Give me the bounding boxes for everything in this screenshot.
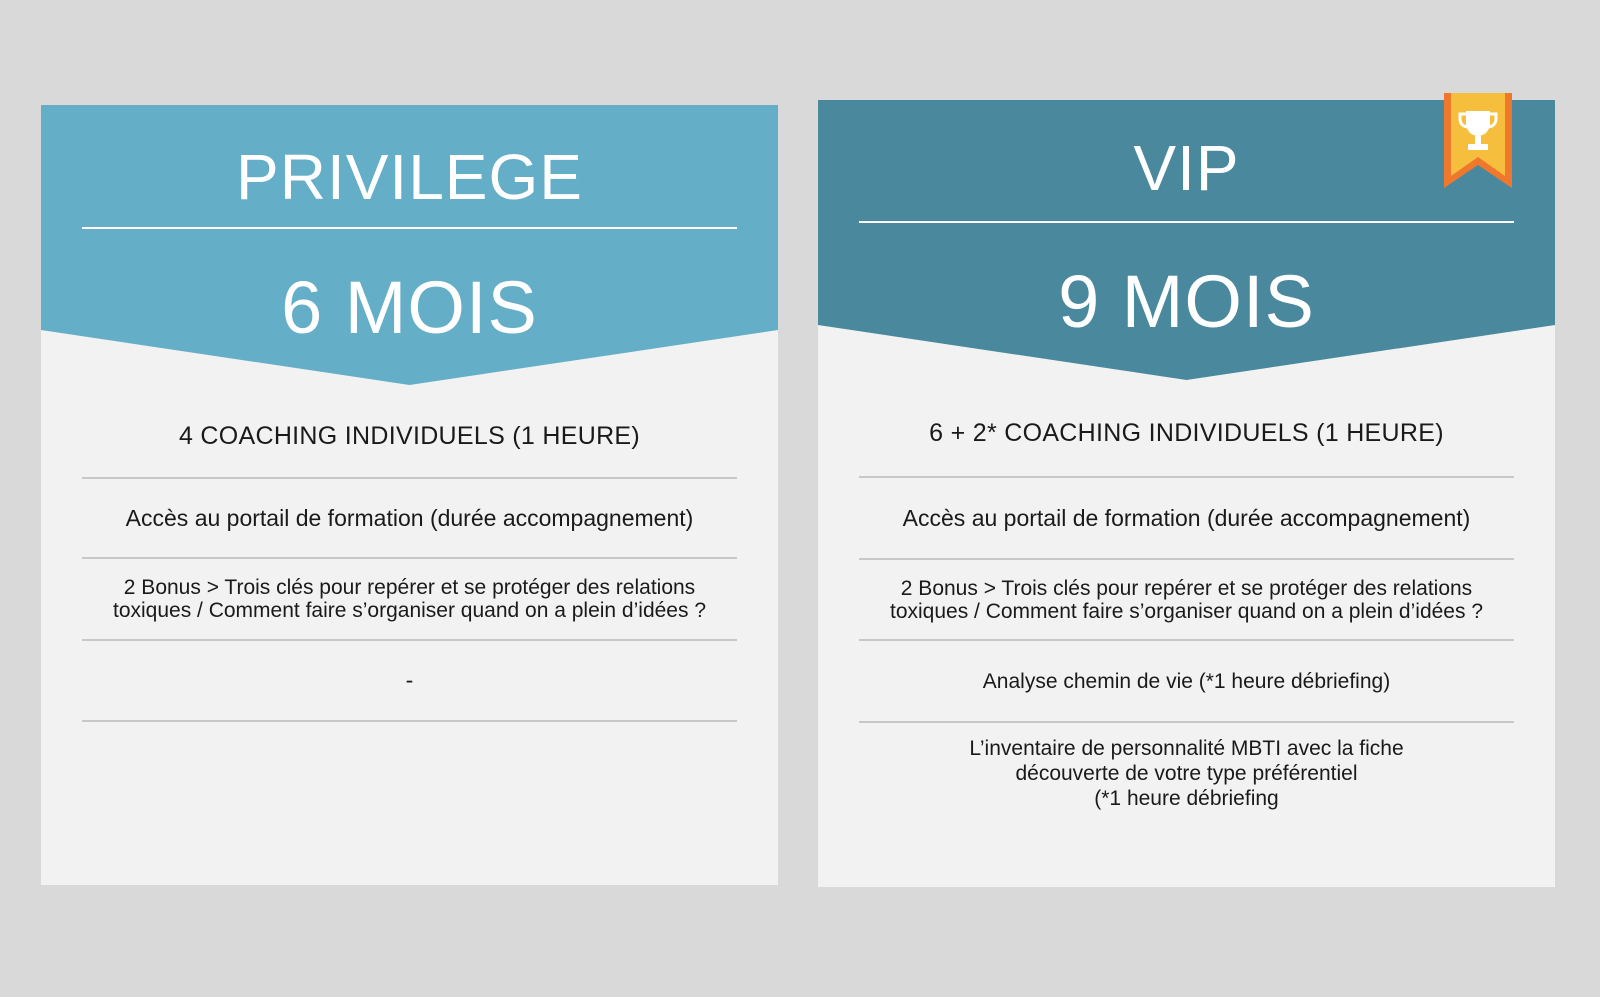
plan-name: PRIVILEGE [236, 141, 583, 213]
feature-item [859, 723, 1514, 823]
feature-text: 6 + 2* COACHING INDIVIDUELS (1 HEURE) [929, 418, 1444, 447]
trophy-icon [1444, 93, 1512, 188]
header-divider [82, 227, 737, 229]
feature-text: 2 Bonus > Trois clés pour repérer et se protéger des relations toxiques / Comment faire s’organiser quand on a plein d’idées ? [112, 576, 706, 622]
plan-duration: 6 MOIS [281, 266, 538, 349]
feature-item [859, 641, 1514, 723]
feature-text: Accès au portail de formation (durée accompagnement) [902, 504, 1471, 531]
feature-item [859, 390, 1514, 478]
feature-text: Analyse chemin de vie (*1 heure débriefing) [982, 669, 1391, 693]
feature-text: Accès au portail de formation (durée accompagnement) [125, 504, 694, 531]
feature-text: 4 COACHING INDIVIDUELS (1 HEURE) [178, 421, 641, 450]
plan-header-privilege [41, 105, 778, 385]
feature-text: 2 Bonus > Trois clés pour repérer et se protéger des relations toxiques / Comment faire s’organiser quand on a plein d’idées ? [889, 576, 1483, 623]
feature-item [859, 478, 1514, 560]
plan-name: VIP [1133, 132, 1240, 204]
feature-item [82, 479, 737, 559]
feature-item [82, 641, 737, 722]
plan-card-privilege [41, 105, 778, 885]
plan-duration: 9 MOIS [1058, 260, 1315, 343]
feature-text: - [405, 667, 414, 693]
header-divider [859, 221, 1514, 223]
plan-header-vip [818, 100, 1555, 380]
plan-card-vip [818, 100, 1555, 887]
feature-item [82, 395, 737, 479]
feature-text: L’inventaire de personnalité MBTI avec la fiche découverte de votre type préférentiel (*1 heure débriefing [969, 736, 1404, 810]
feature-item [859, 560, 1514, 641]
feature-item [82, 559, 737, 641]
